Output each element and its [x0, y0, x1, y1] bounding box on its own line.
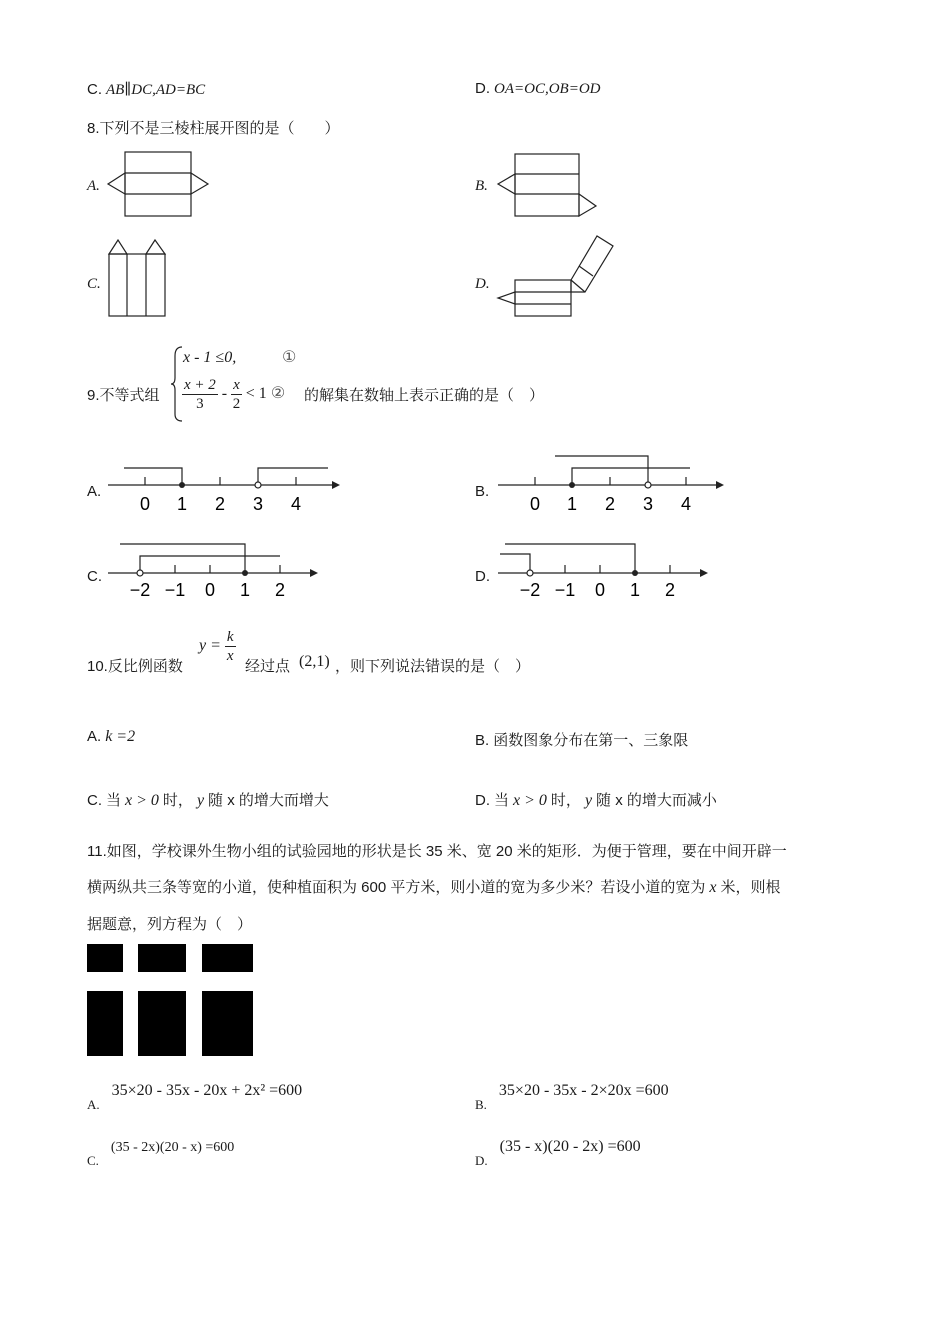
q11-line2-post: 米，则根 [720, 879, 781, 896]
q10-option-b[interactable] [475, 729, 688, 750]
tick-label: 1 [176, 494, 188, 514]
q10-y-eq: y = [199, 637, 221, 655]
option-cond: x > 0 [125, 792, 159, 809]
q8-option-d-label[interactable]: D. [475, 276, 490, 292]
q11-option-c[interactable] [87, 1138, 234, 1169]
q10-point: (2,1) [299, 653, 330, 670]
option-mid: 时， [550, 792, 581, 809]
tick-label: 1 [239, 580, 251, 600]
q9-numberline-c [100, 538, 325, 606]
q10-mid: 经过点 [245, 658, 291, 675]
option-label: A. [87, 728, 102, 745]
tick-label: −2 [129, 580, 151, 600]
q9-prefix: 9.不等式组 [87, 387, 160, 404]
option-text: 35×20 - 35x - 2×20x =600 [498, 1082, 669, 1099]
option-label: B. [475, 1097, 487, 1112]
tick-label: 4 [680, 494, 692, 514]
q9-ineq1-text: x - 1 ≤0, [183, 349, 237, 366]
q9-option-a-label[interactable]: A. [87, 483, 102, 500]
tick-label: 4 [290, 494, 302, 514]
q10-frac [225, 628, 236, 665]
q9-numberline-a [100, 455, 340, 517]
q11-line2-pre: 横两纵共三条等宽的小道，使种植面积为 600 平方米，则小道的宽为多少米？若设小道的宽为 [87, 879, 706, 896]
tick-label: 1 [629, 580, 641, 600]
q8-net-a-figure [103, 150, 213, 220]
tick-label: 2 [214, 494, 226, 514]
tick-label: 0 [594, 580, 606, 600]
q11-garden-figure [87, 944, 257, 1058]
q10-frac-num: k [226, 629, 234, 645]
tick-label: 2 [664, 580, 676, 600]
tick-label: −1 [164, 580, 186, 600]
tick-label: 3 [642, 494, 654, 514]
option-text: (35 - 2x)(20 - x) =600 [110, 1140, 235, 1155]
q10-option-a[interactable] [87, 728, 135, 746]
q7-option-c[interactable] [87, 80, 205, 99]
option-pre: 当 [494, 792, 510, 809]
tick-label: 2 [604, 494, 616, 514]
q9-numberline-b [490, 448, 730, 518]
q9-option-d-label[interactable]: D. [475, 568, 490, 585]
option-var: y [584, 792, 593, 809]
tick-label: 3 [252, 494, 264, 514]
option-cond: x > 0 [513, 792, 547, 809]
q9-frac2-den: 2 [232, 396, 241, 412]
option-label: D. [475, 1153, 488, 1168]
option-label: C. [87, 1153, 99, 1168]
q9-inequality-2 [182, 376, 285, 413]
option-tail: 随 x 的增大而增大 [208, 792, 329, 809]
tick-label: 2 [274, 580, 286, 600]
tick-label: 1 [566, 494, 578, 514]
q10-function [199, 628, 236, 665]
q11-line3: 据题意，列方程为（ ） [87, 916, 253, 933]
q9-frac1-den: 3 [196, 396, 204, 412]
option-label: C. [87, 81, 102, 98]
q7-option-d[interactable] [475, 80, 601, 98]
q8-net-b-figure [493, 150, 603, 220]
tick-label: −1 [554, 580, 576, 600]
q11-option-d[interactable] [475, 1138, 641, 1169]
q9-option-c-label[interactable]: C. [87, 568, 102, 585]
q11-line2 [87, 876, 781, 897]
tick-label: 0 [139, 494, 151, 514]
q9-frac2-num: x [233, 377, 240, 393]
q11-line1: 11.如图，学校课外生物小组的试验园地的形状是长 35 米、宽 20 米的矩形．为便于管理，要在中间开辟一 [87, 843, 787, 860]
q11-line2-var: x [709, 879, 717, 896]
q9-ineq1-mark: ① [282, 349, 297, 366]
q9-frac1-num: x + 2 [184, 377, 216, 393]
q9-frac1 [182, 376, 218, 413]
q8-option-c-label[interactable]: C. [87, 276, 101, 292]
q9-minus: - [221, 385, 228, 403]
q9-ineq2-mark: ② [270, 385, 286, 403]
q9-option-b-label[interactable]: B. [475, 483, 490, 500]
tick-label: 0 [529, 494, 541, 514]
q8-option-a-label[interactable]: A. [87, 178, 100, 194]
option-text: OA=OC,OB=OD [494, 81, 601, 97]
option-var: y [196, 792, 205, 809]
q9-inequality-1 [183, 349, 236, 367]
option-label: D. [475, 80, 490, 97]
option-text: 35×20 - 35x - 20x + 2x² =600 [111, 1082, 303, 1099]
q9-numberline-d [490, 538, 715, 606]
q9-frac2 [231, 376, 242, 413]
q10-suffix: ，则下列说法错误的是（ ） [335, 658, 531, 675]
q10-frac-den: x [226, 648, 234, 664]
tick-label: 0 [204, 580, 216, 600]
q9-suffix: 的解集在数轴上表示正确的是（ ） [304, 387, 545, 404]
option-tail: 随 x 的增大而减小 [596, 792, 717, 809]
q8-net-c-figure [105, 236, 170, 320]
option-pre: 当 [106, 792, 122, 809]
q10-option-c[interactable] [87, 789, 329, 810]
option-label: A. [87, 1097, 100, 1112]
tick-label: −2 [519, 580, 541, 600]
q8-net-d-figure [493, 232, 618, 322]
option-text: (35 - x)(20 - 2x) =600 [499, 1138, 641, 1155]
q10-option-d[interactable] [475, 789, 717, 810]
q10-prefix: 10.反比例函数 [87, 658, 183, 675]
option-text: 函数图象分布在第一、三象限 [493, 732, 689, 749]
option-label: D. [475, 792, 490, 809]
option-text: k =2 [105, 728, 136, 745]
q11-option-b[interactable] [475, 1082, 669, 1113]
q11-option-a[interactable] [87, 1082, 302, 1113]
q8-option-b-label[interactable]: B. [475, 178, 488, 194]
option-label: C. [87, 792, 102, 809]
option-label: B. [475, 732, 490, 749]
option-mid: 时， [162, 792, 193, 809]
q8-stem: 8.下列不是三棱柱展开图的是（ ） [87, 120, 340, 137]
q9-lt1: < 1 [245, 385, 267, 403]
option-text: AB∥DC,AD=BC [106, 82, 206, 98]
